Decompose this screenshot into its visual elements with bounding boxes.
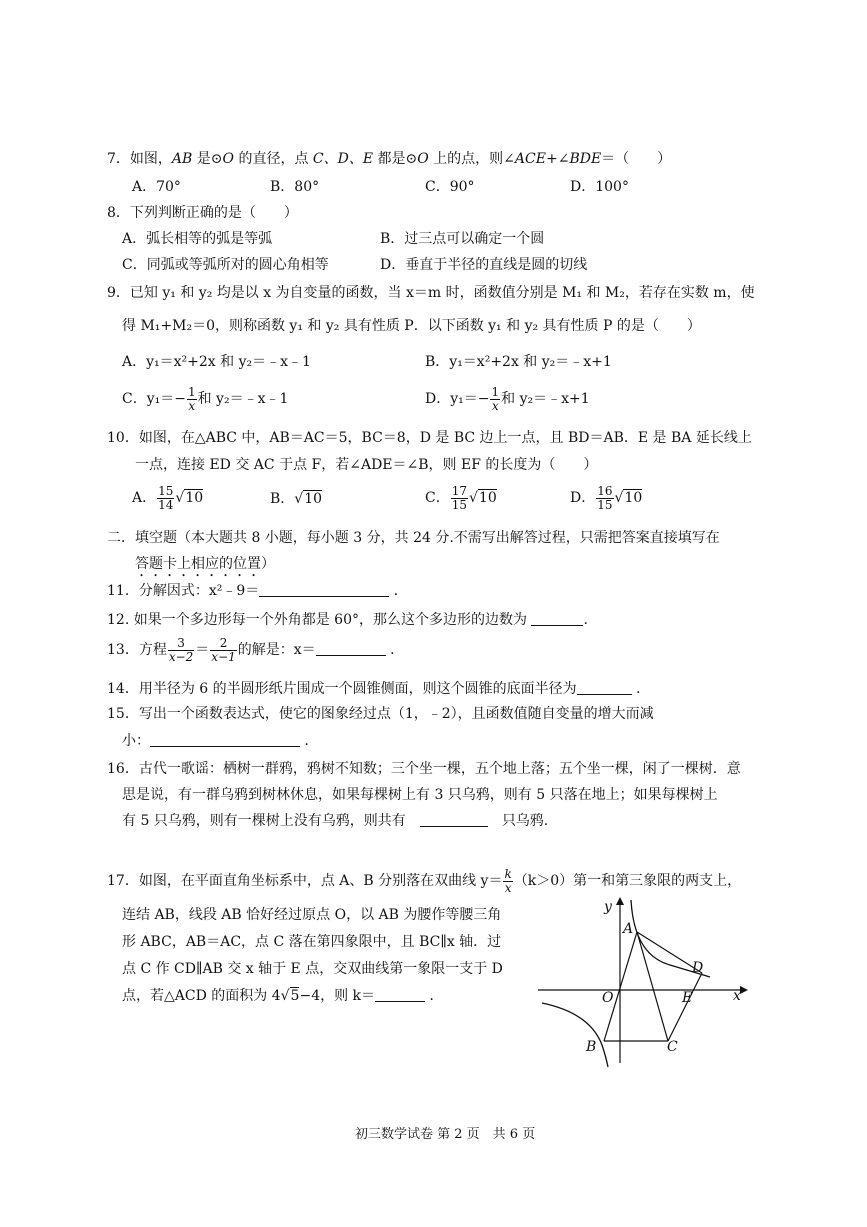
q12-answer-blank <box>531 613 583 626</box>
q10-option-d: D． $\frac{16}{15}$ √10 <box>570 484 643 512</box>
q8-stem: 8．下列判断正确的是（ ） <box>107 205 298 221</box>
q13: 13．方程 $\frac{3}{x-2}$ ＝ $\frac{2}{x-1}$ 的解是：x＝ ． <box>107 636 405 664</box>
label-o: O <box>602 990 614 1006</box>
y-axis-arrow <box>616 897 624 905</box>
q8-option-a: A．弧长相等的弧是等弧 <box>122 231 273 247</box>
x-axis-arrow <box>740 986 748 994</box>
q7-stem: 7．如图，AB 是⊙O 的直径，点 C、D、E 都是⊙O 上的点，则∠ACE+∠BDE＝（ ） <box>107 151 672 167</box>
q16-line1: 16．古代一歌谣：栖树一群鸦，鸦树不知数；三个坐一棵，五个地上落；五个坐一棵，闲了一棵树．意 <box>107 761 741 777</box>
q9-option-d: D．y₁＝− $\frac{1}{x}$ 和 y₂＝﹣x+1 <box>425 385 590 413</box>
q16-line2: 思是说，有一群乌鸦到树林休息，如果每棵树上有 3 只乌鸦，则有 5 只落在地上；如果每棵树上 <box>122 787 718 803</box>
q8-option-b: B．过三点可以确定一个圆 <box>380 231 545 247</box>
q11: 11．分解因式：x²﹣9＝ ． <box>107 583 408 599</box>
hyperbola-branch-q3 <box>542 1003 608 1067</box>
q9-option-c: C．y₁＝− $\frac{1}{x}$ 和 y₂＝﹣x﹣1 <box>122 385 289 413</box>
q9-line1: 9．已知 y₁ 和 y₂ 均是以 x 为自变量的函数，当 x＝m 时，函数值分别是 M₁ 和 M₂，若存在实数 m，使 <box>107 285 755 301</box>
q12: 12. 如果一个多边形每一个外角都是 60°，那么这个多边形的边数为 . <box>107 612 588 628</box>
q10-option-a: A． $\frac{15}{14}$ √10 <box>132 484 204 512</box>
q17-line3: 形 ABC，AB＝AC，点 C 落在第四象限中，且 BC∥x 轴．过 <box>122 934 502 950</box>
q9-option-b: B．y₁＝x²+2x 和 y₂＝﹣x+1 <box>425 354 612 370</box>
q9-line2: 得 M₁+M₂＝0，则称函数 y₁ 和 y₂ 具有性质 P．以下函数 y₁ 和 y₂ 具有性质 P 的是（ ） <box>122 318 701 334</box>
label-a: A <box>623 921 634 937</box>
q15-answer-blank <box>150 734 300 747</box>
label-x: x <box>733 988 741 1004</box>
q7-option-c: C．90° <box>425 179 475 195</box>
section2-heading-cont: 答题卡上相应的位置） <box>135 556 275 572</box>
q17-answer-blank <box>375 989 425 1002</box>
q13-answer-blank <box>316 643 386 656</box>
label-d: D <box>692 960 704 976</box>
q9-option-a: A．y₁＝x²+2x 和 y₂＝﹣x﹣1 <box>122 354 311 370</box>
label-c: C <box>667 1039 678 1055</box>
q10-line2: 一点，连接 ED 交 AC 于点 F，若∠ADE＝∠B，则 EF 的长度为（ ） <box>135 457 598 473</box>
q17-line4: 点 C 作 CD∥AB 交 x 轴于 E 点，交双曲线第一象限一支于 D <box>122 961 503 977</box>
q8-option-d: D．垂直于半径的直线是圆的切线 <box>380 257 588 273</box>
q15-line1: 15．写出一个函数表达式，使它的图象经过点（1，﹣2），且函数值随自变量的增大而减 <box>107 706 654 722</box>
q10-option-b: B．√10 <box>270 491 323 507</box>
q15-line2: 小： ． <box>122 733 319 749</box>
section2-heading: 二．填空题（本大题共 8 小题，每小题 3 分，共 24 分.不需写出解答过程，只需把答案直接填写在 <box>107 530 720 546</box>
q7-option-d: D．100° <box>570 179 629 195</box>
segment-cd <box>668 973 702 1041</box>
q10-option-c: C． $\frac{17}{15}$ √10 <box>425 484 497 512</box>
q7-option-a: A．70° <box>132 179 181 195</box>
q7-option-b: B．80° <box>270 179 320 195</box>
q17-figure <box>530 895 760 1070</box>
q11-answer-blank <box>259 584 389 597</box>
q16-line3: 有 5 只乌鸦，则有一棵树上没有乌鸦，则共有 只乌鸦. <box>122 813 549 829</box>
label-e: E <box>682 990 693 1006</box>
q10-line1: 10．如图，在△ABC 中，AB＝AC＝5，BC＝8，D 是 BC 边上一点，且 BD＝AB．E 是 BA 延长线上 <box>107 430 752 446</box>
q17-line5: 点，若△ACD 的面积为 4√5−4，则 k＝ ． <box>122 988 444 1004</box>
q17-line2: 连结 AB，线段 AB 恰好经过原点 O，以 AB 为腰作等腰三角 <box>122 907 502 923</box>
page-footer: 初三数学试卷 第 2 页 共 6 页 <box>355 1127 536 1142</box>
q14-answer-blank <box>577 682 632 695</box>
label-b: B <box>586 1039 597 1055</box>
q17-line1: 17．如图，在平面直角坐标系中，点 A、B 分别落在双曲线 y＝ $\frac{k}{x}$ （k＞0）第一和第三象限的两支上， <box>107 867 742 895</box>
q8-option-c: C．同弧或等弧所对的圆心角相等 <box>122 257 329 273</box>
q14: 14．用半径为 6 的半圆形纸片围成一个圆锥侧面，则这个圆锥的底面半径为 ． <box>107 681 651 697</box>
q16-answer-blank <box>420 814 488 827</box>
label-y: y <box>604 899 612 915</box>
